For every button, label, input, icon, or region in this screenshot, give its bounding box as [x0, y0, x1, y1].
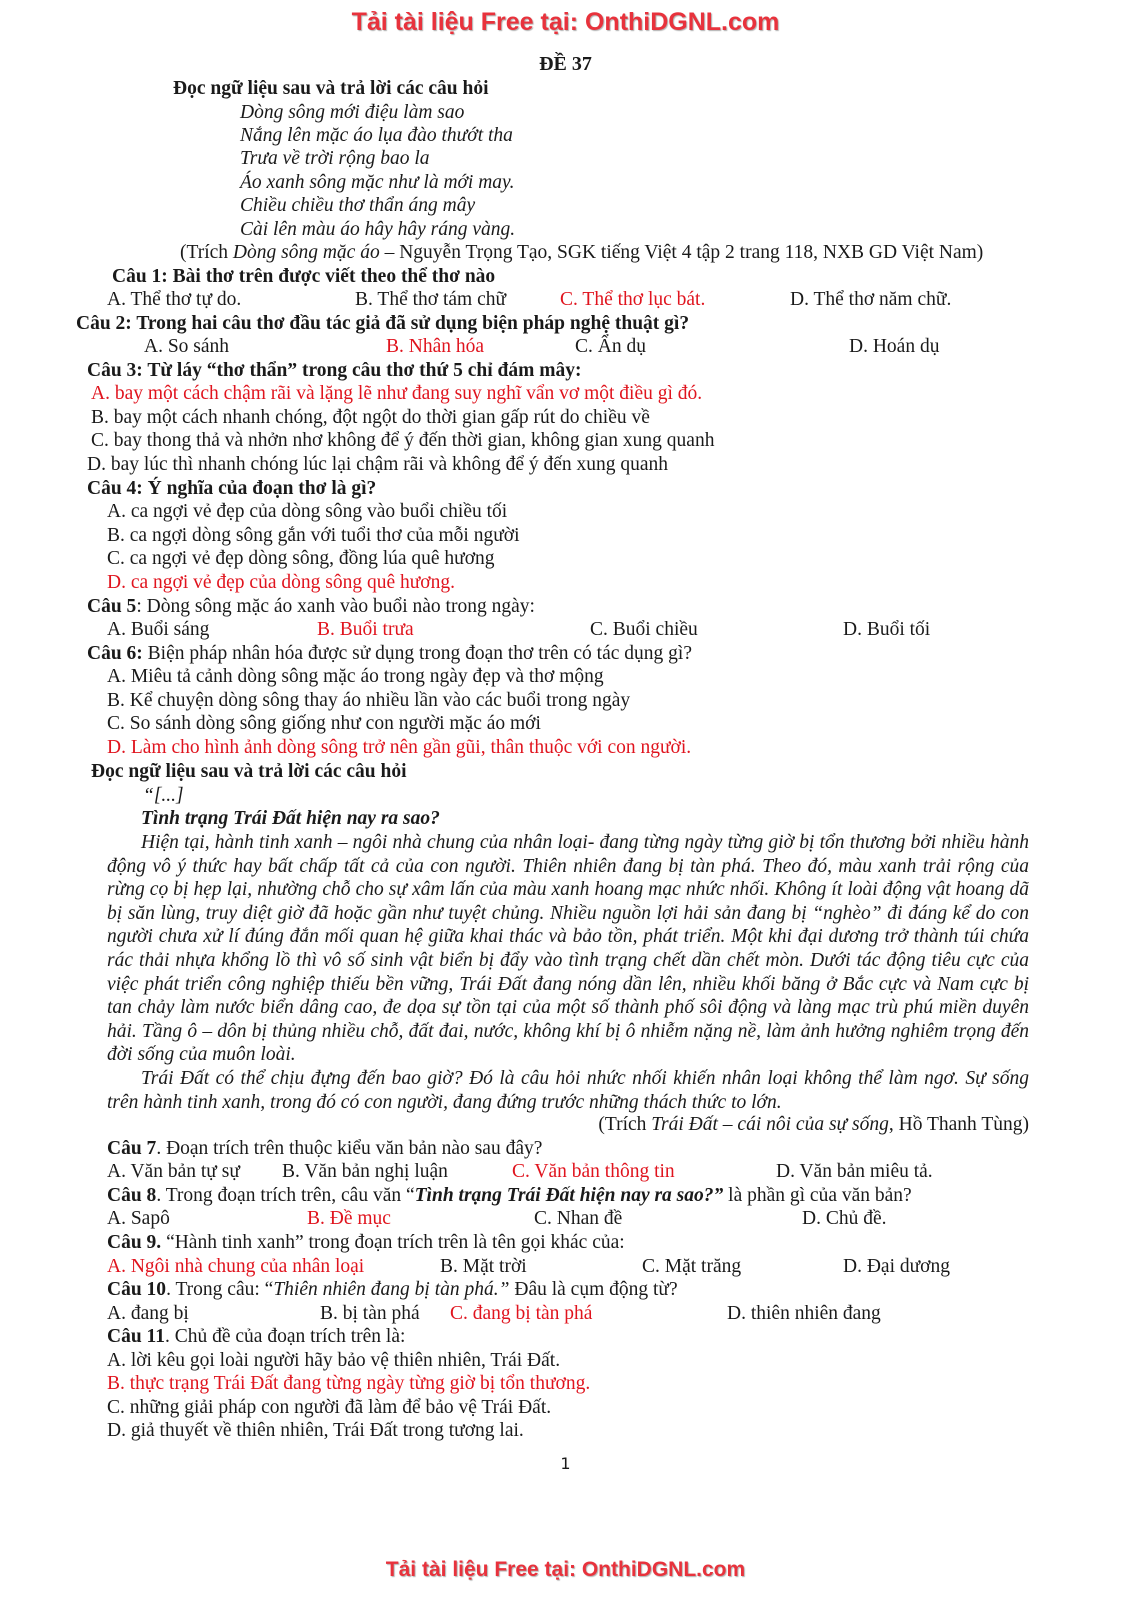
excerpt-ellipsis: “[...]: [143, 785, 184, 806]
excerpt-heading: Tình trạng Trái Đất hiện nay ra sao?: [141, 808, 440, 829]
option-2d[interactable]: D. Hoán dụ: [849, 336, 940, 357]
question-label: Câu 10: [107, 1279, 167, 1300]
option-9b[interactable]: B. Mặt trời: [440, 1256, 527, 1277]
source-work: Dòng sông mặc áo: [232, 242, 380, 263]
question-6: [87, 642, 692, 666]
option-10b[interactable]: B. bị tàn phá: [320, 1303, 420, 1324]
option-2a[interactable]: A. So sánh: [144, 336, 230, 357]
option-3d[interactable]: D. bay lúc thì nhanh chóng lúc lại chậm rãi và không để ý đến xung quanh: [87, 454, 669, 475]
section2-instruction: Đọc ngữ liệu sau và trả lời các câu hỏi: [91, 761, 407, 782]
question-text: Biện pháp nhân hóa được sử dụng trong đoạn thơ trên có tác dụng gì?: [142, 643, 692, 664]
source-suffix: – Nguyễn Trọng Tạo, SGK tiếng Việt 4 tập 2 trang 118, NXB GD Việt Nam): [379, 242, 984, 263]
option-6d-answer[interactable]: D. Làm cho hình ảnh dòng sông trở nên gần gũi, thân thuộc với con người.: [107, 737, 692, 758]
option-1c-answer[interactable]: C. Thể thơ lục bát.: [560, 289, 706, 310]
option-10c-answer[interactable]: C. đang bị tàn phá: [450, 1303, 593, 1324]
question-text: Đâu là cụm động từ?: [509, 1279, 678, 1300]
option-7b[interactable]: B. Văn bản nghị luận: [282, 1161, 448, 1182]
option-5c[interactable]: C. Buổi chiều: [590, 619, 698, 640]
question-label: Câu 5: [87, 596, 137, 617]
question-7: [107, 1137, 542, 1161]
poem-line: Trưa về trời rộng bao la: [240, 148, 430, 169]
question-text: Bài thơ trên được viết theo thể thơ nào: [167, 266, 496, 287]
option-11d[interactable]: D. giả thuyết về thiên nhiên, Trái Đất trong tương lai.: [107, 1420, 524, 1441]
poem-line: Nắng lên mặc áo lụa đào thướt tha: [240, 125, 513, 146]
option-5b-answer[interactable]: B. Buổi trưa: [317, 619, 414, 640]
question-9: [107, 1231, 625, 1255]
option-7c-answer[interactable]: C. Văn bản thông tin: [512, 1161, 675, 1182]
question-text: Trong hai câu thơ đầu tác giả đã sử dụng biện pháp nghệ thuật gì?: [131, 313, 690, 334]
question-text: . Trong đoạn trích trên, câu văn “: [156, 1185, 415, 1206]
excerpt-source: [598, 1113, 1029, 1137]
source-prefix: (Trích: [180, 242, 233, 263]
option-9c[interactable]: C. Mặt trăng: [642, 1256, 742, 1277]
question-2: [76, 312, 689, 336]
question-text: . Đoạn trích trên thuộc kiểu văn bản nào sau đây?: [156, 1138, 543, 1159]
question-label: Câu 9.: [107, 1232, 162, 1253]
question-label: Câu 1:: [112, 266, 168, 287]
option-4b[interactable]: B. ca ngợi dòng sông gắn với tuổi thơ của mỗi người: [107, 525, 520, 546]
option-11a[interactable]: A. lời kêu gọi loài người hãy bảo vệ thiên nhiên, Trái Đất.: [107, 1350, 561, 1371]
question-text: Ý nghĩa của đoạn thơ là gì?: [142, 478, 377, 499]
footer-banner-link[interactable]: Tải tài liệu Free tại: OnthiDGNL.com: [385, 1558, 746, 1581]
question-text: “Hành tinh xanh” trong đoạn trích trên là tên gọi khác của:: [161, 1232, 625, 1253]
excerpt-paragraph: Hiện tại, hành tinh xanh – ngôi nhà chung của nhân loại- đang từng ngày từng giờ bị tổn thương bởi nhiều hành động vô ý thức hay bất chấp tất cả của con người. Thiên nhiên đang bị tàn phá. Theo đó, màu xanh trải rộng của rừng cọ bị hẹp lại, nhường chỗ cho sự xâm lấn của màu xanh hoang mạc nhức nhối. Không ít loài động vật hoang dã bị săn lùng, truy diệt giờ đã hoặc gần như tuyệt chủng. Nhiều nguồn lợi hải sản đang bị “nghèo” đi đáng kể do con người chưa xử lí đúng đắn mối quan hệ giữa khai thác và bảo tồn, phát triển. Một khi đại dương trở thành túi chứa rác thải nhựa khổng lồ thì vô số sinh vật biển bị đẩy vào tình trạng chết dần chết mòn. Dưới tác động tiêu cực của việc phát triển công nghiệp thiếu bền vững, Trái Đất đang nóng dần lên, nhiều khối băng ở Bắc cực và Nam cực bị tan chảy làm nước biển dâng cao, đe dọa sự tồn tại của một số thành phố sôi động và làng mạc trù phú miền duyên hải. Tầng ô – dôn bị thủng nhiều chỗ, đất đai, nước, không khí bị ô nhiễm nặng nề, làm ảnh hưởng nghiêm trọng đến đời sống của muôn loài.: [107, 832, 1029, 1066]
page-number: 1: [560, 1454, 571, 1473]
question-quote: Tình trạng Trái Đất hiện nay ra sao?”: [414, 1185, 724, 1206]
poem-line: Cài lên màu áo hây hây ráng vàng.: [240, 219, 516, 240]
option-4a[interactable]: A. ca ngợi vẻ đẹp của dòng sông vào buổi chiều tối: [107, 501, 508, 522]
option-1b[interactable]: B. Thể thơ tám chữ: [355, 289, 507, 310]
question-label: Câu 11: [107, 1326, 165, 1347]
option-5a[interactable]: A. Buổi sáng: [107, 619, 210, 640]
question-8: [107, 1184, 912, 1208]
option-5d[interactable]: D. Buổi tối: [843, 619, 931, 640]
question-label: Câu 4:: [87, 478, 143, 499]
section1-instruction: Đọc ngữ liệu sau và trả lời các câu hỏi: [173, 78, 489, 99]
option-6a[interactable]: A. Miêu tả cảnh dòng sông mặc áo trong ngày đẹp và thơ mộng: [107, 666, 604, 687]
question-3: [87, 359, 581, 383]
option-11b-answer[interactable]: B. thực trạng Trái Đất đang từng ngày từng giờ bị tổn thương.: [107, 1373, 591, 1394]
option-8d[interactable]: D. Chủ đề.: [802, 1208, 887, 1229]
option-1d[interactable]: D. Thể thơ năm chữ.: [790, 289, 952, 310]
question-1: [112, 265, 495, 289]
option-1a[interactable]: A. Thể thơ tự do.: [107, 289, 242, 310]
question-label: Câu 8: [107, 1185, 157, 1206]
source-prefix: (Trích: [598, 1114, 652, 1135]
option-11c[interactable]: C. những giải pháp con người đã làm để bảo vệ Trái Đất.: [107, 1397, 552, 1418]
option-6b[interactable]: B. Kể chuyện dòng sông thay áo nhiều lần vào các buổi trong ngày: [107, 690, 631, 711]
option-10a[interactable]: A. đang bị: [107, 1303, 189, 1324]
poem-line: Chiều chiều thơ thẩn áng mây: [240, 195, 476, 216]
option-2b-answer[interactable]: B. Nhân hóa: [386, 336, 485, 357]
option-3a-answer[interactable]: A. bay một cách chậm rãi và lặng lẽ như đang suy nghĩ vẩn vơ một điều gì đó.: [91, 383, 703, 404]
question-label: Câu 6:: [87, 643, 143, 664]
excerpt-paragraph: Trái Đất có thể chịu đựng đến bao giờ? Đó là câu hỏi nhức nhối khiến nhân loại không thể làm ngơ. Sự sống trên hành tinh xanh, trong đó có con người, đang đứng trước những thách thức to lớn.: [107, 1067, 1029, 1113]
header-banner-link[interactable]: Tải tài liệu Free tại: OnthiDGNL.com: [351, 8, 780, 36]
exam-title: ĐỀ 37: [539, 53, 592, 75]
option-4d-answer[interactable]: D. ca ngợi vẻ đẹp của dòng sông quê hương.: [107, 572, 455, 593]
option-9a-answer[interactable]: A. Ngôi nhà chung của nhân loại: [107, 1256, 365, 1277]
option-7d[interactable]: D. Văn bản miêu tả.: [776, 1161, 933, 1182]
poem-line: Áo xanh sông mặc như là mới may.: [240, 172, 515, 193]
question-10: [107, 1278, 678, 1302]
excerpt-body: [107, 831, 1029, 1114]
question-label: Câu 2:: [76, 313, 132, 334]
source-work: Trái Đất – cái nôi của sự sống: [651, 1114, 889, 1135]
question-quote: Thiên nhiên đang bị tàn phá.”: [273, 1279, 510, 1300]
option-6c[interactable]: C. So sánh dòng sông giống như con người mặc áo mới: [107, 713, 541, 734]
option-3c[interactable]: C. bay thong thả và nhởn nhơ không để ý đến thời gian, không gian xung quanh: [91, 430, 715, 451]
question-text: . Trong câu: “: [166, 1279, 274, 1300]
question-text: Từ láy “thơ thẩn” trong câu thơ thứ 5 chỉ đám mây:: [142, 360, 582, 381]
option-4c[interactable]: C. ca ngợi vẻ đẹp dòng sông, đồng lúa quê hương: [107, 548, 495, 569]
option-8b-answer[interactable]: B. Đề mục: [307, 1208, 391, 1229]
option-7a[interactable]: A. Văn bản tự sự: [107, 1161, 240, 1182]
poem-line: Dòng sông mới điệu làm sao: [240, 102, 465, 123]
question-4: [87, 477, 376, 501]
question-5: [87, 595, 535, 619]
option-8a[interactable]: A. Sapô: [107, 1208, 170, 1229]
option-3b[interactable]: B. bay một cách nhanh chóng, đột ngột do thời gian gấp rút do chiều về: [91, 407, 650, 428]
question-text: là phần gì của văn bản?: [723, 1185, 912, 1206]
option-9d[interactable]: D. Đại dương: [843, 1256, 950, 1277]
option-2c[interactable]: C. Ẩn dụ: [575, 336, 646, 357]
question-label: Câu 3:: [87, 360, 143, 381]
option-10d[interactable]: D. thiên nhiên đang: [727, 1303, 881, 1324]
source-suffix: , Hồ Thanh Tùng): [888, 1114, 1029, 1135]
question-label: Câu 7: [107, 1138, 157, 1159]
poem-source: [180, 241, 983, 265]
question-text: : Dòng sông mặc áo xanh vào buổi nào trong ngày:: [136, 596, 535, 617]
option-8c[interactable]: C. Nhan đề: [534, 1208, 623, 1229]
question-11: [107, 1325, 405, 1349]
question-text: . Chủ đề của đoạn trích trên là:: [164, 1326, 406, 1347]
